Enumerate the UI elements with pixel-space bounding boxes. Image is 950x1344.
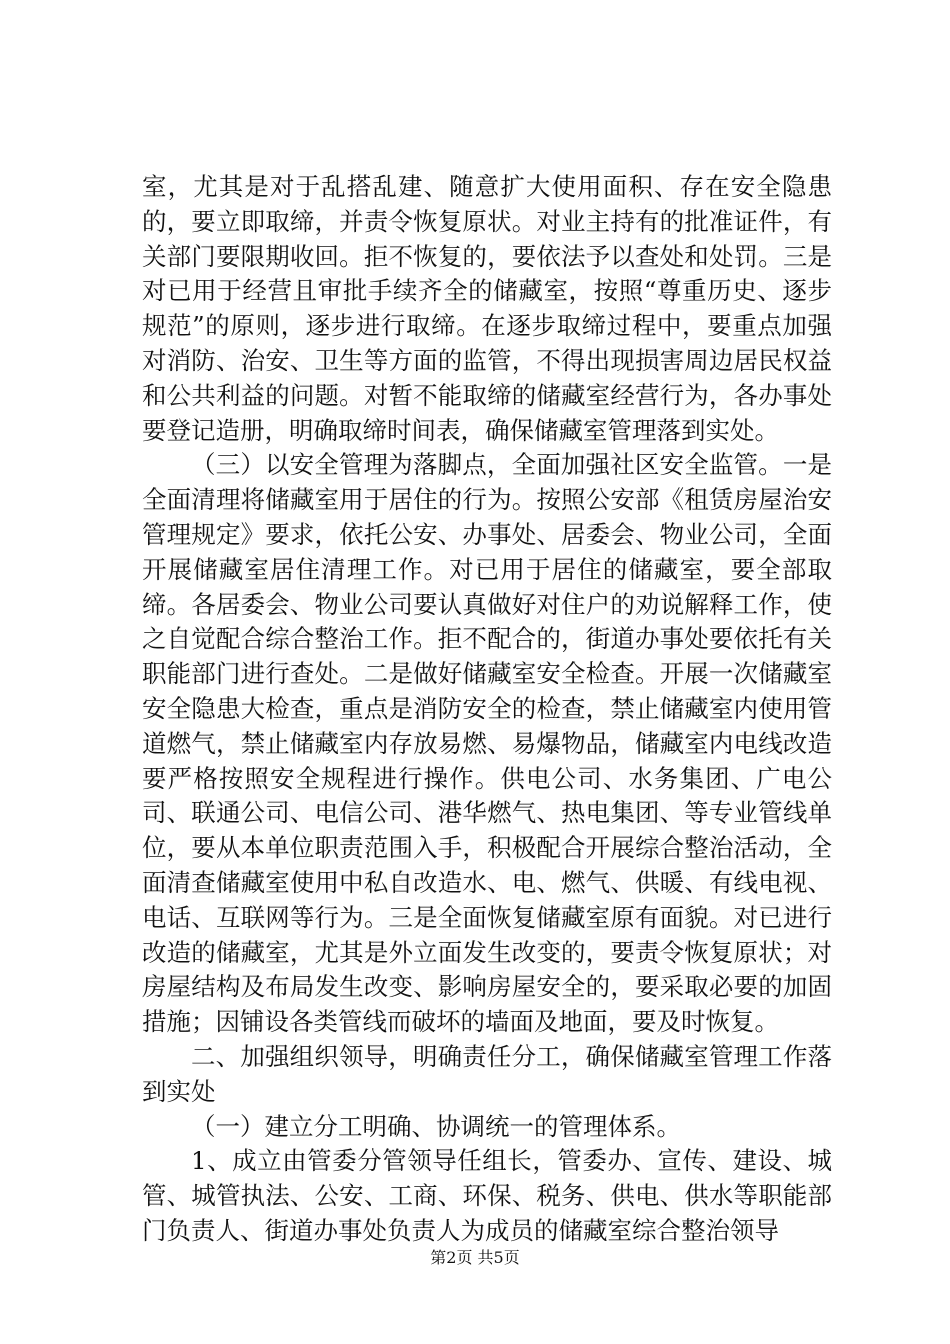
- subheading-1: （一）建立分工明确、协调统一的管理体系。: [191, 1111, 681, 1141]
- paragraph-continuation: 室，尤其是对于乱搭乱建、随意扩大使用面积、存在安全隐患的，要立即取缔，并责令恢复原状。对业主持有的批准证件，有关部门要限期收回。拒不恢复的，要依法予以查处和处罚。三是对已用于经营且审批手续齐全的储藏室，按照“尊重历史、逐步规范”的原则，逐步进行取缔。在逐步取缔过程中，要重点加强对消防、治安、卫生等方面的监管，不得出现损害周边居民权益和公共利益的问题。对暂不能取缔的储藏室经营行为，各办事处要登记造册，明确取缔时间表，确保储藏室管理落到实处。: [142, 172, 832, 445]
- document-body: [142, 170, 832, 1249]
- page-number: 第2页 共5页: [430, 1248, 520, 1267]
- paragraph-section-3: （三）以安全管理为落脚点，全面加强社区安全监管。一是全面清理将储藏室用于居住的行为。按照公安部《租赁房屋治安管理规定》要求，依托公安、办事处、居委会、物业公司，全面开展储藏室居住清理工作。对已用于居住的储藏室，要全部取缔。各居委会、物业公司要认真做好对住户的劝说解释工作，使之自觉配合综合整治工作。拒不配合的，街道办事处要依托有关职能部门进行查处。二是做好储藏室安全检查。开展一次储藏室安全隐患大检查，重点是消防安全的检查，禁止储藏室内使用管道燃气，禁止储藏室内存放易燃、易爆物品，储藏室内电线改造要严格按照安全规程进行操作。供电公司、水务集团、广电公司、联通公司、电信公司、港华燃气、热电集团、等专业管线单位，要从本单位职责范围入手，积极配合开展综合整治活动，全面清查储藏室使用中私自改造水、电、燃气、供暖、有线电视、电话、互联网等行为。三是全面恢复储藏室原有面貌。对已进行改造的储藏室，尤其是外立面发生改变的，要责令恢复原状；对房屋结构及布局发生改变、影响房屋安全的，要采取必要的加固措施；因铺设各类管线而破坏的墙面及地面，要及时恢复。: [142, 450, 832, 1037]
- heading-part-2: 二、加强组织领导，明确责任分工，确保储藏室管理工作落到实处: [142, 1041, 832, 1106]
- paragraph-item-1: 1、成立由管委分管领导任组长，管委办、宣传、建设、城管、城管执法、公安、工商、环保、税务、供电、供水等职能部门负责人、街道办事处负责人为成员的储藏室综合整治领导: [142, 1146, 832, 1245]
